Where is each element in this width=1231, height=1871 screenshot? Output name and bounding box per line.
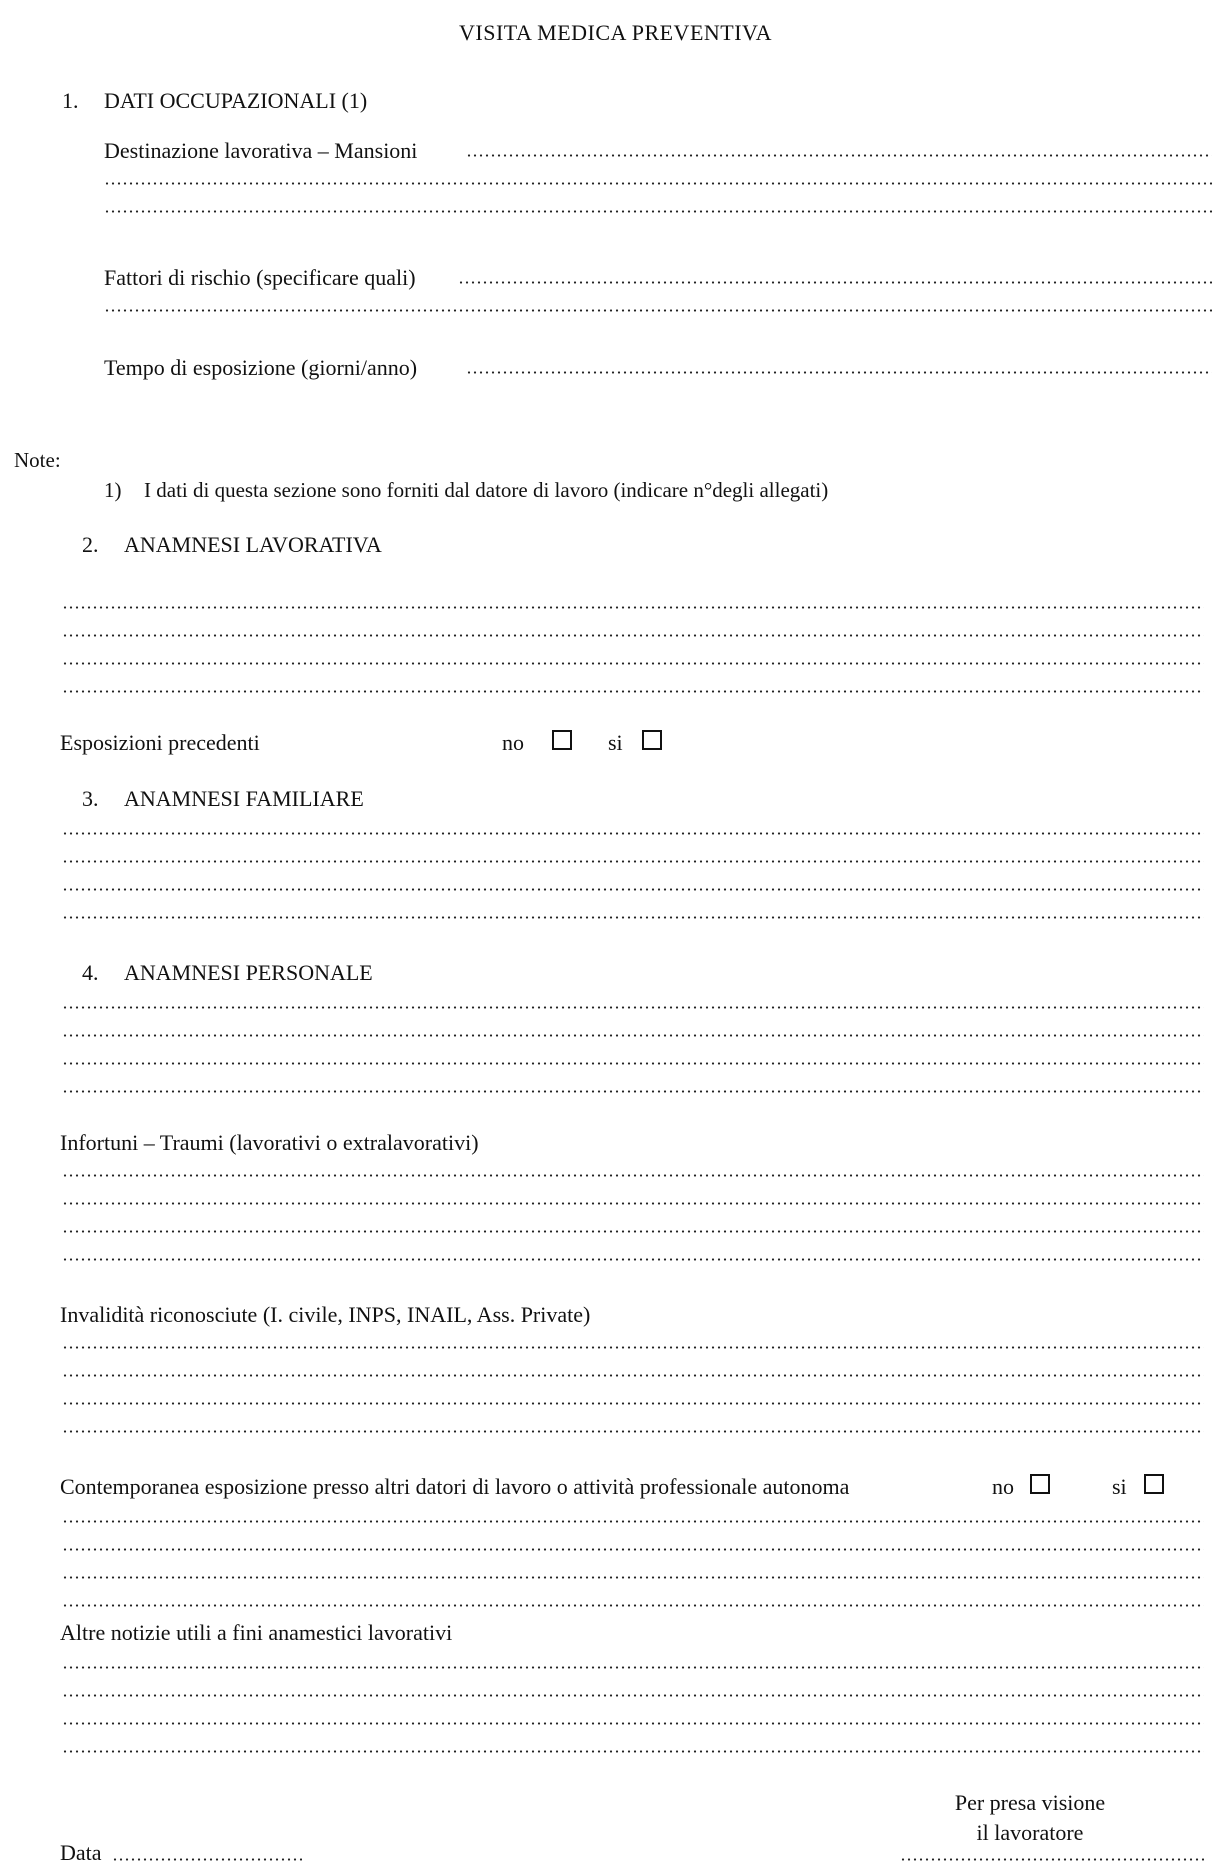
anamnesi-familiare-line-4[interactable] bbox=[62, 916, 1204, 919]
section-3-heading bbox=[82, 786, 364, 812]
rischio-field-line-2[interactable] bbox=[104, 309, 1212, 312]
altre-notizie-line-1[interactable] bbox=[62, 1666, 1204, 1669]
contemporanea-no-label: no bbox=[992, 1474, 1014, 1499]
anamnesi-lavorativa-line-2[interactable] bbox=[62, 634, 1204, 637]
contemporanea-label: Contemporanea esposizione presso altri datori di lavoro o attività professionale autonoma bbox=[60, 1474, 850, 1499]
section-3-number: 3. bbox=[82, 786, 99, 811]
mansioni-field-line-3[interactable] bbox=[104, 210, 1212, 213]
invalidita-label: Invalidità riconosciute (I. civile, INPS, INAIL, Ass. Private) bbox=[60, 1302, 591, 1327]
anamnesi-personale-line-4[interactable] bbox=[62, 1090, 1204, 1093]
section-1-number: 1. bbox=[62, 88, 79, 113]
contemporanea-si-checkbox[interactable] bbox=[1144, 1474, 1164, 1494]
rischio-field[interactable] bbox=[458, 281, 1212, 284]
tempo-label: Tempo di esposizione (giorni/anno) bbox=[104, 355, 418, 380]
section-2-title: ANAMNESI LAVORATIVA bbox=[124, 532, 382, 557]
signature-caption-line-2: il lavoratore bbox=[976, 1820, 1084, 1845]
contemporanea-line-4[interactable] bbox=[62, 1604, 1204, 1607]
contemporanea-line-1[interactable] bbox=[62, 1520, 1204, 1523]
section-4-number: 4. bbox=[82, 960, 99, 985]
anamnesi-familiare-line-3[interactable] bbox=[62, 888, 1204, 891]
mansioni-field-line-2[interactable] bbox=[104, 182, 1212, 185]
data-label: Data bbox=[60, 1840, 102, 1865]
infortuni-line-1[interactable] bbox=[62, 1174, 1204, 1177]
data-field[interactable] bbox=[112, 1858, 302, 1861]
contemporanea-si-label: si bbox=[1112, 1474, 1127, 1499]
notes-label: Note: bbox=[14, 448, 61, 472]
altre-notizie-line-4[interactable] bbox=[62, 1750, 1204, 1753]
contemporanea-line-2[interactable] bbox=[62, 1548, 1204, 1551]
tempo-field[interactable] bbox=[466, 371, 1212, 374]
esposizioni-no-label: no bbox=[502, 730, 524, 755]
section-4-heading bbox=[82, 960, 373, 986]
contemporanea-line-3[interactable] bbox=[62, 1576, 1204, 1579]
altre-notizie-line-2[interactable] bbox=[62, 1694, 1204, 1697]
note-item bbox=[104, 478, 828, 503]
anamnesi-lavorativa-line-3[interactable] bbox=[62, 662, 1204, 665]
anamnesi-familiare-line-2[interactable] bbox=[62, 860, 1204, 863]
esposizioni-si-label: si bbox=[608, 730, 623, 755]
anamnesi-personale-line-3[interactable] bbox=[62, 1062, 1204, 1065]
anamnesi-personale-line-2[interactable] bbox=[62, 1034, 1204, 1037]
mansioni-field[interactable] bbox=[466, 154, 1212, 157]
altre-notizie-label: Altre notizie utili a fini anamestici lavorativi bbox=[60, 1620, 453, 1645]
esposizioni-si-checkbox[interactable] bbox=[642, 730, 662, 750]
infortuni-label: Infortuni – Traumi (lavorativi o extralavorativi) bbox=[60, 1130, 479, 1155]
signature-caption bbox=[930, 1788, 1130, 1848]
invalidita-line-2[interactable] bbox=[62, 1374, 1204, 1377]
signature-field[interactable] bbox=[900, 1858, 1204, 1861]
altre-notizie-line-3[interactable] bbox=[62, 1722, 1204, 1725]
section-1-title: DATI OCCUPAZIONALI (1) bbox=[104, 88, 368, 113]
section-2-number: 2. bbox=[82, 532, 99, 557]
note-item-text: I dati di questa sezione sono forniti dal datore di lavoro (indicare n°degli allegati) bbox=[144, 478, 829, 502]
page-title: VISITA MEDICA PREVENTIVA bbox=[459, 20, 772, 45]
anamnesi-lavorativa-line-4[interactable] bbox=[62, 690, 1204, 693]
invalidita-line-4[interactable] bbox=[62, 1430, 1204, 1433]
anamnesi-personale-line-1[interactable] bbox=[62, 1006, 1204, 1009]
anamnesi-familiare-line-1[interactable] bbox=[62, 832, 1204, 835]
invalidita-line-3[interactable] bbox=[62, 1402, 1204, 1405]
infortuni-line-3[interactable] bbox=[62, 1230, 1204, 1233]
section-2-heading bbox=[82, 532, 382, 558]
mansioni-label: Destinazione lavorativa – Mansioni bbox=[104, 138, 418, 163]
anamnesi-lavorativa-line-1[interactable] bbox=[62, 606, 1204, 609]
note-item-number: 1) bbox=[104, 478, 122, 502]
contemporanea-no-checkbox[interactable] bbox=[1030, 1474, 1050, 1494]
esposizioni-label: Esposizioni precedenti bbox=[60, 730, 260, 755]
signature-caption-line-1: Per presa visione bbox=[954, 1790, 1106, 1815]
invalidita-line-1[interactable] bbox=[62, 1346, 1204, 1349]
infortuni-line-4[interactable] bbox=[62, 1258, 1204, 1261]
section-3-title: ANAMNESI FAMILIARE bbox=[124, 786, 364, 811]
infortuni-line-2[interactable] bbox=[62, 1202, 1204, 1205]
rischio-label: Fattori di rischio (specificare quali) bbox=[104, 265, 416, 290]
section-1-heading bbox=[62, 88, 367, 114]
esposizioni-no-checkbox[interactable] bbox=[552, 730, 572, 750]
section-4-title: ANAMNESI PERSONALE bbox=[124, 960, 373, 985]
